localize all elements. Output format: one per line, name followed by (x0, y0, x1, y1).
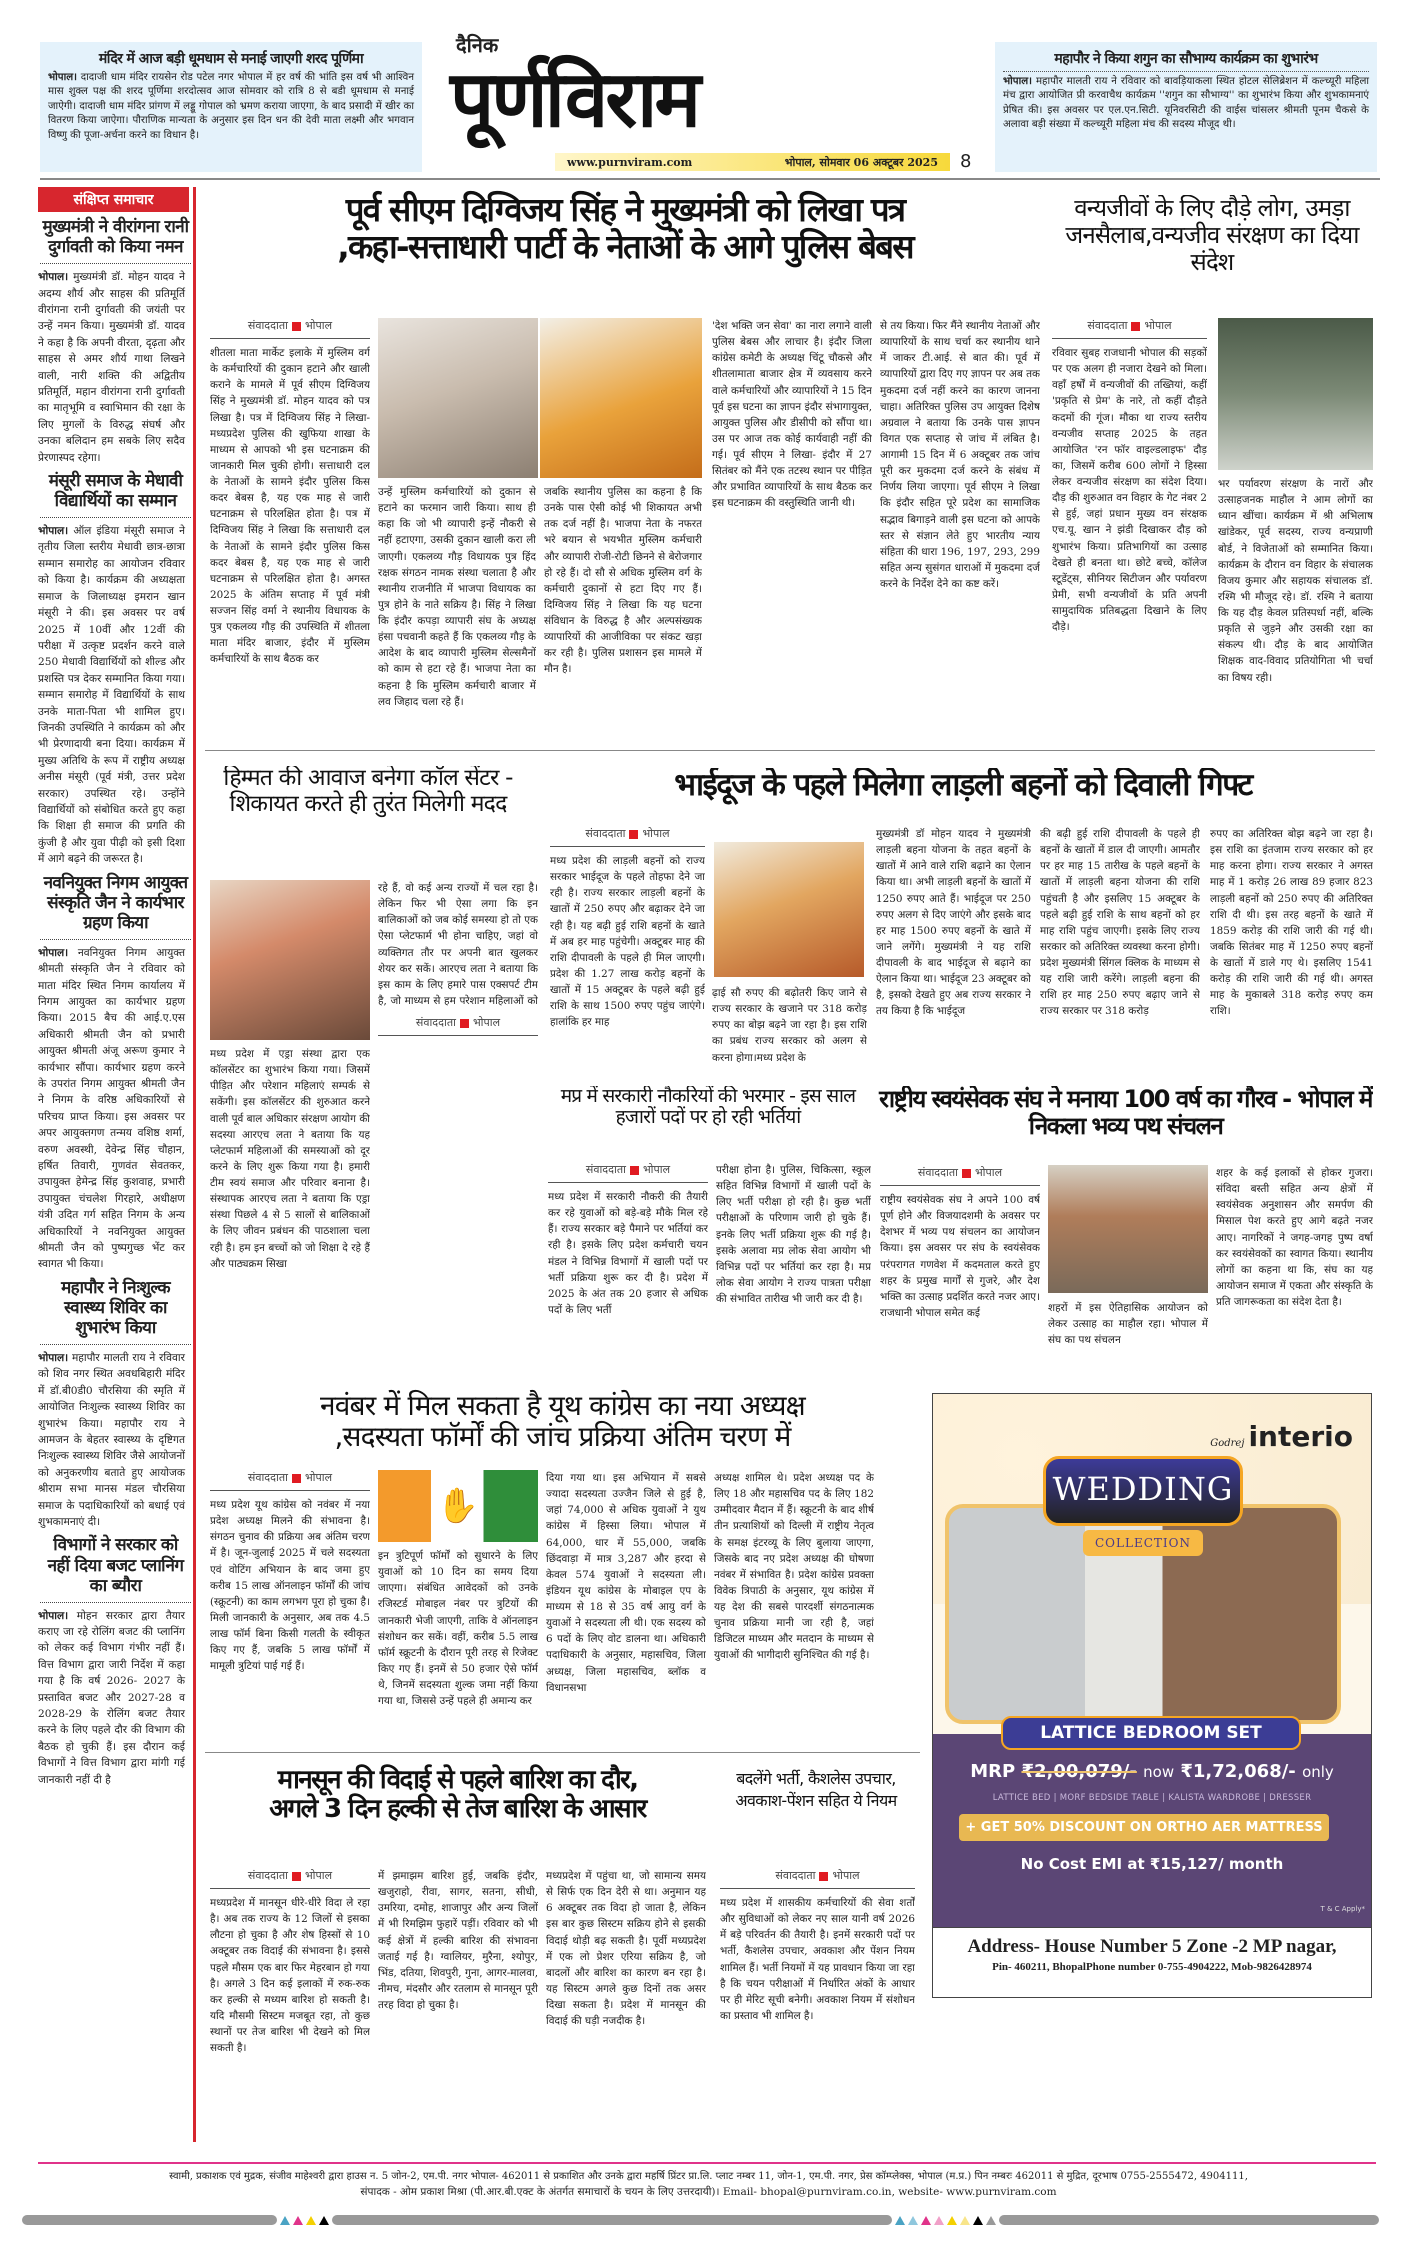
light-magenta-triangle-icon (934, 2216, 944, 2225)
masthead-title: पूर्णविराम (450, 55, 699, 145)
magenta-triangle-icon (921, 2216, 931, 2225)
light-cyan-triangle-icon (908, 2216, 918, 2225)
yellow-triangle-icon (306, 2216, 316, 2225)
monsoon-col-2: में झमाझम बारिश हुई, जबकि इंदौर, खजुराहो, रीवा, सागर, सतना, सीधी, उमरिया, दमोह, शाजापुर और अन्य जिलों में भी रिमझिम फुहारें पड़ीं। रविवार को भी कई क्षेत्रों में हल्की बारिश की संभावना जताई गई है। ग्वालियर, मुरैना, श्योपुर, भिंड, दतिया, शिवपुरी, गुना, आगर-मालवा, नीमच, मंदसौर और रतलाम से मानसून पूरी तरह विदा हो चुका है। (378, 1870, 538, 2011)
rss-col-mid: शहरों में इस ऐतिहासिक आयोजन को लेकर उत्साह का माहौल रहा। भोपाल में संघ का पथ संचलन (1048, 1302, 1208, 1347)
rss-col-2: शहर के कई इलाकों से होकर गुजरा। संविदा बस्ती सहित अन्य क्षेत्रों में स्वयंसेवक अनुशासन और समर्पण की मिसाल पेश करते हुए आगे बढ़ते नजर आए। नागरिकों ने जगह-जगह पुष्प वर्षा कर स्वयंसेवकों का स्वागत किया। स्थानीय लोगों का कहना था कि, संघ का यह आयोजन समाज में एकता और संस्कृति के प्रति जागरूकता का संदेश देता है। (1216, 1167, 1373, 1308)
youth-congress-headline (205, 1390, 920, 1453)
wildlife-headline: वन्यजीवों के लिए दौड़े लोग, उमड़ा जनसैलाब,वन्यजीव संरक्षण का दिया संदेश (1065, 195, 1359, 276)
rss-march-photo (1048, 1165, 1208, 1293)
sidebar-story (38, 873, 193, 1273)
sidebar-story-headline: महापौर ने निःशुल्क स्वास्थ्य शिविर का शुभारंभ किया (40, 1278, 191, 1345)
sidebar-story-body (38, 1608, 193, 1788)
rules-headline: बदलेंगे भर्ती, कैशलेस उपचार, अवकाश-पेंशन सहित ये नियम (735, 1769, 897, 1811)
body-text: मोहन सरकार द्वारा तैयार कराए जा रहे रोलिंग बजट की प्लानिंग को लेकर कई विभाग गंभीर नहीं हैं। वित्त विभाग द्वारा जारी निर्देश में कहा गया है कि वर्ष 2026- 2027 के प्रस्तावित बजट और 2027-28 व 2028-29 के रोलिंग बजट तैयार करने के लिए पहले दौर की विभाग की बैठक हो चुकी हैं। इस दौरान कई विभागों ने वित्त विभाग द्वारा मांगी गई जानकारी नहीं दी है (38, 1609, 185, 1786)
rss-col-text: राष्ट्रीय स्वयंसेवक संघ ने अपने 100 वर्ष पूर्ण होने और विजयादशमी के अवसर पर देशभर में भव्य पथ संचलन का आयोजन किया। इस अवसर पर संघ के स्वयंसेवक परंपरागत गणवेश में कदमताल करते हुए शहर के प्रमुख मार्गों से गुजरे, और देश भक्ति का उत्साह प्रदर्शित करते नजर आए। राजधानी भोपाल समेत कई (880, 1194, 1040, 1319)
light-yellow-triangle-icon (960, 2216, 970, 2225)
dateline: भोपाल। (38, 271, 69, 284)
byline-city: भोपाल (1144, 319, 1172, 332)
lead-col-3: जबकि स्थानीय पुलिस का कहना है कि उनके पास ऐसी कोई भी शिकायत अभी तक दर्ज नहीं है। भाजपा नेता के नफरत भरे बयान से भयभीत मुस्लिम कर्मचारी और व्यापारी रोजी-रोटी छिनने से बेरोजगार हो रहे हैं। दो सौ से अधिक मुस्लिम वर्ग के कर्मचारी दुकानों से हटा दिए गए हैं। दिग्विजय सिंह ने लिखा कि यह घटना संविधान के विरुद्ध है और अल्पसंख्यक व्यापारियों की आजीविका पर संकट खड़ा कर रही है। पुलिस प्रशासन इस मामले में मौन है। (544, 486, 702, 676)
youth-col-3: दिया गया था। इस अभियान में सबसे ज्यादा सदस्यता उज्जैन जिले से हुई है, जहां 74,000 से अधिक युवाओं ने युथ कांग्रेस में हिस्सा लिया। भोपाल में 64,000, धार में 55,000, जबकि छिंदवाड़ा में मात्र 3,287 और हरदा से केवल 574 युवाओं ने सदस्यता ली। इंडियन यूथ कांग्रेस के मोबाइल एप के माध्यम से 18 से 35 वर्ष आयु वर्ग के युवाओं ने सदस्यता ली थी। एक सदस्य को 6 पदों के लिए वोट डालना था। अधिकारी पदाधिकारी के अनुसार, महासचिव, जिला अध्यक्ष, जिला महासचिव, ब्लॉक व विधानसभा (546, 1472, 706, 1694)
ad-address-line2: Pin- 460211, BhopalPhone number 0-755-4904222, Mob-9826428974 (992, 1961, 1312, 1973)
ad-discount-banner: + GET 50% DISCOUNT ON ORTHO AER MATTRESS (959, 1814, 1329, 1841)
byline (550, 826, 705, 847)
section-divider (205, 750, 1375, 751)
ad-brand-logo (1210, 1420, 1353, 1453)
masthead-dainik: दैनिक (456, 33, 499, 57)
top-right-news-box (995, 42, 1377, 172)
byline-reporter: संवाददाता (585, 827, 626, 840)
sidebar-story (38, 1278, 193, 1531)
lead-headline (205, 192, 1045, 266)
dateline: भोपाल। (48, 72, 77, 83)
body-text: ऑल इंडिया मंसूरी समाज ने तृतीय जिला स्तरीय मेधावी छात्र-छात्रा सम्मान समारोह का आयोजन रविवार को किया है। कार्यक्रम की अध्यक्षता समाज के जिलाध्यक्ष इमरान खान मंसूरी ने की। इस अवसर पर वर्ष 2025 में 10वीं और 12वीं की परीक्षा में उत्कृष्ट प्रदर्शन करने वाले 250 मेधावी विद्यार्थियों को शील्ड और प्रशस्ति पत्र देकर सम्मानित किया गया। सम्मान समारोह में विद्यार्थियों के साथ उनके माता-पिता भी शामिल हुए। जिनकी उपस्थिति ने कार्यक्रम को और भी प्रेरणादायी बना दिया। कार्यक्रम में मुख्य अतिथि के रूप में राष्ट्रीय अध्यक्ष अनीस मंसूरी (पूर्व मंत्री, उत्तर प्रदेश सरकार) उपस्थित रहे। उन्होंने विद्यार्थियों को संबोधित करते हुए कहा कि शिक्षा ही समाज की प्रगति की कुंजी है और युवा पीढ़ी को इसी दिशा में आगे बढ़ने की जरूरत है। (38, 525, 185, 866)
red-square-icon (630, 1166, 639, 1175)
bhaiduj-col-2: ढ़ाई सौ रुपए की बढ़ोतरी किए जाने से राज्य सरकार के खजाने पर 318 करोड़ रुपए का बोझ बढ़ने जा रहा है। इस राशि का प्रबंध राज्य सरकार को अलग से करना होगा।मध्य प्रदेश के (712, 987, 867, 1064)
magenta-triangle-icon (293, 2216, 303, 2225)
ad-items-list: LATTICE BED | MORF BEDSIDE TABLE | KALISTA WARDROBE | DRESSER (992, 1793, 1312, 1803)
bhaiduj-col-4: की बढ़ी हुई राशि दीपावली के पहले ही बहनों के खातों में डाल दी जाएगी। आमतौर पर हर माह 15 तारीख के पहले बहनों के खातों में लाड़ली बहना योजना की राशि पहुंचती है और इसलिए 15 अक्टूबर के पहले बढ़ी हुई राशि के साथ बहनों को हर माह राशि पहुंच जाएगी। इसके लिए राज्य सरकार को अतिरिक्त व्यवस्था करना होगी। प्रदेश मुख्यमंत्री सिंगल क्लिक के माध्यम से यह राशि जारी करेंगे। लाड़ली बहना की राशि हर माह 250 रुपए बढ़ाए जाने से राज्य सरकार पर 318 करोड़ (1040, 828, 1200, 1018)
youth-col-2: इन त्रुटिपूर्ण फॉर्मों को सुधारने के लिए युवाओं को 10 दिन का समय दिया जाएगा। संबंधित आवेदकों को उनके रजिस्टर्ड मोबाइल नंबर पर त्रुटियों की जानकारी भेजी जाएगी, ताकि वे ऑनलाइन संशोधन कर सकें। वहीं, करीब 5.5 लाख फॉर्म स्क्रूटनी के दौरान पूरी तरह से रिजेक्ट किए गए हैं। इनमें से 50 हजार ऐसे फॉर्म थे, जिनमें सदस्यता शुल्क जमा नहीं किया गया था, जिससे उन्हें पहले ही अमान्य कर (378, 1550, 538, 1708)
dateline: भोपाल। (38, 525, 69, 538)
jobs-col-1 (548, 1162, 708, 1365)
red-square-icon (1131, 322, 1140, 331)
body-text: मुख्यमंत्री डॉ. मोहन यादव ने अदम्य शौर्य और साहस की प्रतिमूर्ति वीरांगना रानी दुर्गावती की जयंती पर उन्हें नमन किया। मुख्यमंत्री डॉ. यादव ने कहा है कि अपनी वीरता, दृढ़ता और साहस से अमर शौर्य गाथा लिखने वाली, नारी शक्ति की अद्वितीय प्रतिमूर्ति, महान वीरांगना रानी दुर्गावती का मातृभूमि व स्वाभिमान की रक्षा के लिए मुगलों के विरुद्ध संघर्ष और उनका बलिदान हम सबके लिए सदैव प्रेरणास्पद रहेगा। (38, 271, 185, 464)
byline (720, 1868, 915, 1889)
sidebar-story-body (38, 1350, 193, 1530)
byline-reporter: संवाददाता (585, 1163, 626, 1176)
imprint-footer (36, 2170, 1381, 2200)
lead-headline-line1: पूर्व सीएम दिग्विजय सिंह ने मुख्यमंत्री को लिखा पत्र (345, 190, 905, 229)
byline-reporter: संवाददाता (775, 1869, 816, 1882)
byline (210, 1470, 370, 1491)
ad-terms: T & C Apply* (1320, 1905, 1365, 1913)
call-center-photo (210, 880, 370, 1040)
byline-city: भोपाल (974, 1166, 1003, 1179)
byline (880, 1165, 1040, 1186)
top-left-body (48, 71, 414, 143)
dateline: भोपाल। (38, 1352, 69, 1364)
monsoon-col-text: मध्यप्रदेश में मानसून धीरे-धीरे विदा ले रहा है। अब तक राज्य के 12 जिलों से इसका लौटना हो चुका है और शेष हिस्सों से 10 अक्टूबर तक विदाई की संभावना है। इससे पहले मौसम एक बार फिर मेहरबान हो गया है। अगले 3 दिन कई इलाकों में रुक-रुक कर हल्की से मध्यम बारिश हो सकती है। यदि मौसमी सिस्टम मजबूत रहा, तो कुछ स्थानों पर तेज बारिश भी देखने को मिल सकती है। (210, 1897, 370, 2055)
byline (1052, 318, 1207, 339)
red-square-icon (460, 1019, 469, 1028)
gray-triangle-icon (986, 2216, 996, 2225)
sidebar-story-headline: नवनियुक्त निगम आयुक्त संस्कृति जैन ने कार्यभार ग्रहण किया (40, 873, 191, 940)
brand-name: interio (1248, 1420, 1353, 1453)
ad-price-line (933, 1760, 1371, 1784)
byline-city: भोपाल (472, 1016, 501, 1029)
lead-col-text: शीतला माता मार्केट इलाके में मुस्लिम वर्ग के कर्मचारियों की दुकान हटाने और खाली कराने के मामले में पूर्व सीएम दिग्विजय सिंह ने मुख्यमंत्री डॉ. मोहन यादव को पत्र लिखा है। पत्र में दिग्विजय सिंह ने लिखा- मध्यप्रदेश पुलिस की खुफिया शाखा के माध्यम से आपको भी इस घटनाक्रम की जानकारी मिल चुकी होगी। सत्ताधारी दल के नेताओं के सामने इंदौर पुलिस किस कदर बेबस है, यह एक माह से जारी घटनाक्रम से परिलक्षित होता है। पत्र में दिग्विजय सिंह ने लिखा कि सत्ताधारी दल के नेताओं के सामने इंदौर पुलिस किस कदर बेबस है, यह एक माह से जारी घटनाक्रम से परिलक्षित होता है। अगस्त 2025 के अंतिम सप्ताह में पूर्व मंत्री सज्जन सिंह वर्मा ने स्थानीय विधायक के पुत्र एकलव्य गौड़ की उपस्थिति में शीतला माता मंदिर बाजार, इंदौर में मुस्लिम कर्मचारियों के साथ बैठक कर (210, 347, 370, 666)
sidebar-story-body (38, 269, 193, 466)
byline (210, 1868, 370, 1889)
brand-prefix: Godrej (1210, 1438, 1245, 1449)
dateline: भोपाल। (38, 1609, 69, 1622)
masthead (440, 35, 980, 175)
byline-reporter: संवाददाता (415, 1016, 456, 1029)
bhaiduj-headline: भाईदूज के पहले मिलेगा लाड़ली बहनों को दिवाली गिफ्ट (674, 768, 1252, 803)
now-label: now (1143, 1763, 1175, 1781)
lead-col-1 (210, 318, 370, 745)
byline-city: भोपाल (832, 1869, 860, 1882)
byline-city: भोपाल (304, 1869, 333, 1882)
bhaiduj-col-text: मध्य प्रदेश की लाड़ली बहनों को राज्य सरकार भाईदूज के पहले तोहफा देने जा रही है। राज्य सरकार लाड़ली बहनों के खातों में 250 रुपए और बढ़ाकर देने जा रही है। यह बढ़ी हुई राशि बहनों के खाते में अब हर माह पहुंचेगी। अक्टूबर माह की राशि दीपावली के पहले ही मिल जाएगी। प्रदेश की 1.27 लाख करोड़ बहनों के खातों में 15 अक्टूबर के पहले बढ़ी हुई राशि के साथ 1500 रुपए पहुंच जाएंगे। हालांकि हर माह (550, 855, 705, 1029)
youth-congress-headline-line1: नवंबर में मिल सकता है यूथ कांग्रेस का नया अध्यक्ष (320, 1389, 805, 1422)
monsoon-headline-line1: मानसून की विदाई से पहले बारिश का दौर, (277, 1765, 638, 1795)
byline (548, 1162, 708, 1183)
ladli-behna-photo (714, 842, 864, 977)
byline (378, 1015, 538, 1036)
masthead-divider (40, 178, 1380, 180)
sidebar-story-headline: मंसूरी समाज के मेधावी विद्यार्थियों का सम्मान (40, 471, 191, 518)
top-right-headline: महापौर ने किया शगुन का सौभाग्य कार्यक्रम का शुभारंभ (1003, 49, 1369, 72)
dateline: भोपाल, सोमवार 06 अक्टूबर 2025 (784, 155, 938, 169)
wildlife-col-1 (1052, 318, 1207, 735)
sidebar-story-body (38, 945, 193, 1273)
registration-pill (332, 2215, 892, 2225)
byline (210, 318, 370, 339)
call-center-col-2 (378, 880, 538, 1042)
bhaiduj-col-3: मुख्यमंत्री डॉ मोहन यादव ने मुख्यमंत्री लाड़ली बहना योजना के तहत बहनों के खातों में आने वाले राशि बढ़ाने का ऐलान किया था। अभी लाड़ली बहनों के खातों में 1250 रुपए आते हैं। भाईदूज पर 250 रुपए अलग से दिए जाएंगे और इसके बाद हर माह 1500 रुपए बहनों के खाते में जाने लगेंगे। मुख्यमंत्री ने यह राशि दीपावली के बाद भाईदूज से बढ़ाने का ऐलान किया था। भाईदूज 23 अक्टूबर को है, इसको देखते हुए अब राज्य सरकार ने तय किया है कि भाईदूज (876, 828, 1031, 1018)
only-label: only (1302, 1763, 1334, 1781)
red-square-icon (292, 1474, 301, 1483)
top-right-body (1003, 75, 1369, 133)
rss-col-1 (880, 1165, 1040, 1366)
red-square-icon (962, 1169, 971, 1178)
lead-headline-line2: ,कहा-सत्ताधारी पार्टी के नेताओं के आगे पुलिस बेबस (337, 226, 913, 266)
rss-headline: राष्ट्रीय स्वयंसेवक संघ ने मनाया 100 वर्ष का गौरव - भोपाल में निकला भव्य पथ संचलन (879, 1086, 1372, 1140)
registration-pill (999, 2215, 1379, 2225)
sidebar-story-body (38, 523, 193, 868)
wildlife-run-photo (1218, 318, 1373, 470)
monsoon-headline (205, 1766, 710, 1824)
red-square-icon (819, 1872, 828, 1881)
sidebar-story (38, 1535, 193, 1788)
dateline: भोपाल। (38, 946, 69, 959)
red-square-icon (292, 1872, 301, 1881)
call-center-headline: हिम्मत की आवाज बनेगा कॉल सेंटर - शिकायत करते ही तुरंत मिलेगी मदद (223, 766, 513, 817)
imprint-line1: स्वामी, प्रकाशक एवं मुद्रक, संजीव माहेश्वरी द्वारा हाउस न. 5 जोन-2, एम.पी. नगर भोपाल- 462011 से प्रकाशित और उनके द्वारा महर्षि प्रिंटर प्रा.लि. प्लाट नम्बर 11, जोन-1, एम.पी. नगर, प्रेस कॉम्प्लेक्स, भोपाल (म.प्र.) पिन नम्बरः 462011 से मुद्रित, दूरभाष 0755-2555472, 4904111, (169, 2171, 1248, 2182)
congress-logo (378, 1470, 538, 1542)
top-left-news-box (40, 42, 422, 172)
ad-address-line1: Address- House Number 5 Zone -2 MP nagar, (967, 1936, 1337, 1957)
sidebar-story (38, 471, 193, 868)
ad-emi-text: No Cost EMI at ₹15,127/ month (1020, 1855, 1284, 1873)
call-center-col-1 (210, 1046, 370, 1352)
footer-divider (38, 2162, 1376, 2164)
godrej-interio-advertisement[interactable] (932, 1393, 1372, 1928)
monsoon-col-1 (210, 1868, 370, 2139)
dateline: भोपाल। (1003, 76, 1032, 87)
cyan-triangle-icon (895, 2216, 905, 2225)
lead-col-2: उन्हें मुस्लिम कर्मचारियों को दुकान से हटाने का फरमान जारी किया। साथ ही कहा कि जो भी व्यापारी इन्हें नौकरी से नहीं हटाएगा, उसकी दुकान खाली करा ली जाएगी। एकलव्य गौड़ विधायक पुत्र हिंद रक्षक संगठन नामक संस्था चलाता है और स्थानीय राजनीति में भाजपा विधायक का पुत्र होने के नाते सक्रिय है। सिंह ने लिखा कि इंदौर कपड़ा व्यापारी संघ के अध्यक्ष हंसा पचवानी कहते हैं कि एकलव्य गौड़ के आदेश के बाद व्यापारी मुस्लिम सेल्समैनों को काम से हटा रहे हैं। भाजपा नेता का कहना है कि मुस्लिम कर्मचारी बाजार में लव जिहाद चला रहे हैं। (378, 486, 536, 708)
yellow-triangle-icon (947, 2216, 957, 2225)
imprint-line2: संपादक - ओम प्रकाश मिश्रा (पी.आर.बी.एक्ट के अंतर्गत समाचारों के चयन के लिए उत्तरदायी)। Email- bhopal@purnviram.co.in, website- www.purnviram.com (360, 2185, 1057, 2198)
jobs-col-text: मध्य प्रदेश में सरकारी नौकरी की तैयारी कर रहे युवाओं को बड़े-बड़े मौके मिल रहे हैं। राज्य सरकार बड़े पैमाने पर भर्तियां कर रही है। इसके लिए प्रदेश कर्मचारी चयन मंडल ने विभिन्न विभागों में खाली पदों पर भर्ती प्रक्रिया शुरू कर दी है। प्रदेश में 2025 के अंत तक 20 हजार से अधिक पदों के लिए भर्ती (548, 1191, 708, 1316)
black-triangle-icon (973, 2216, 983, 2225)
body-text: महापौर मालती राय ने रविवार को बावड़ियाकला स्थित होटल सेलिब्रेशन में कल्च्यूरी महिला मंच द्वारा आयोजित प्री करवाचैथ कार्यक्रम ''शगुन का सौभाग्य'' का शुभारंभ किया और शुभकामनाएं प्रेषित की। इस अवसर पर एल.एन.सिटी. यूनिवरसिटी की वाईस चांसलर श्रीमती पूनम चैकसे के अलावा बड़ी संख्या में कल्च्यूरी महिला मंच की सदस्य मौजूद थी। (1003, 76, 1369, 131)
byline-city: भोपाल (642, 1163, 671, 1176)
bhaiduj-col-1 (550, 826, 705, 1063)
mrp-old-price: ₹2,00,079/- (1021, 1761, 1137, 1782)
wildlife-col-2: भर पर्यावरण संरक्षण के नारों और उत्साहजनक माहौल ने आम लोगों का ध्यान खींचा। कार्यक्रम में श्री अभिलाष खांडेकर, पूर्व सदस्य, राज्य वन्यप्राणी बोर्ड, ने विजेताओं को सम्मानित किया। कार्यक्रम के दौरान वन विहार के संचालक विजय कुमार और सहायक संचालक डॉ. रश्मि भी मौजूद रहे। डॉ. रश्मि ने बताया कि यह दौड़ केवल प्रतिस्पर्धा नहीं, बल्कि प्रकृति से जुड़ने और उसकी रक्षा का संकल्प थी। दौड़ के बाद आयोजित शिक्षक वाद-विवाद प्रतियोगिता भी चर्चा का विषय रही। (1218, 478, 1373, 684)
section-divider (205, 1752, 920, 1753)
bhaiduj-col-5: रुपए का अतिरिक्त बोझ बढ़ने जा रहा है। इस राशि का इंतजाम राज्य सरकार को हर माह करना होगा। राज्य सरकार ने अगस्त माह में 1 करोड़ 26 लाख 89 हजार 823 लाड़ली बहनों को 250 रुपए की अतिरिक्त राशि दी थी। इस तरह बहनों के खाते में 1859 करोड़ की राशि जारी की गई थी। जबकि सितंबर माह में 1250 रुपए बहनों के खातों में डाले गए थे। इसलिए 1541 करोड़ की राशि जारी की गई थी। अगस्त माह के मुकाबले 318 करोड़ रुपए कम राशि। (1210, 828, 1373, 1018)
red-square-icon (292, 322, 301, 331)
wildlife-col-text: रविवार सुबह राजधानी भोपाल की सड़कों पर एक अलग ही नजारा देखने को मिला। वहाँ हर्षों में वन्यजीवों की तख्तियां, कहीं 'प्रकृति से प्रेम' के नारे, तो कहीं दौड़ते कदमों की गूंज। मौका था राज्य स्तरीय वन्यजीव सप्ताह 2025 के तहत आयोजित 'रन फॉर वाइल्डलाइफ' दौड़ का, जिसमें करीब 600 लोगों ने हिस्सा लेकर वन्यजीव संरक्षण का संदेश दिया। दौड़ की शुरुआत वन विहार के गेट नंबर 2 से हुई, जहां प्रधान मुख्य वन संरक्षक एच.यू. खान ने झंडी दिखाकर दौड़ को शुभारंभ किया। प्रतिभागियों का उत्साह देखते ही बनता था। छोटे बच्चे, कॉलेज स्टूडेंट्स, सीनियर सिटीजन और पर्यावरण प्रेमी, सभी वन्यजीवों के प्रति अपनी सामुदायिक प्रतिबद्धता दिखाने के लिए दौड़े। (1052, 347, 1207, 634)
byline-reporter: संवाददाता (247, 1869, 288, 1882)
sidebar-tag: संक्षिप्त समाचार (38, 187, 189, 212)
website-link[interactable]: www.purnviram.com (567, 155, 693, 169)
lead-col-5: से तय किया। फिर मैंने स्थानीय नेताओं और व्यापारियों के साथ चर्चा कर स्थानीय थाने में जाकर टी.आई. से बात की। पूर्व में व्यापारियों द्वारा दिए गए ज्ञापन पर अब तक मुकदमा दर्ज नहीं करने का कारण जानना चाहा। अतिरिक्त पुलिस उप आयुक्त दिशेष अग्रवाल ने बताया कि उनके पास ज्ञापन विगत एक सप्ताह से जांच में लंबित है। आगामी 15 दिन में 6 अक्टूबर तक जांच पूरी कर मुकदमा दर्ज करने के संबंध में निर्णय लिया जाएगा। पूर्व सीएम ने लिखा कि इंदौर सहित पूरे प्रदेश का सामाजिक सद्भाव बिगाड़ने वाली इस घटना को आपके स्तर से संज्ञान लेते हुए भारतीय न्याय संहिता की धारा 196, 197, 293, 299 सहित अन्य सुसंगत धाराओं में मुकदमा दर्ज करने के निर्देश देने का कष्ट करें। (880, 320, 1040, 590)
jobs-headline: मप्र में सरकारी नौकरियों की भरमार - इस साल हजारों पदों पर हो रही भर्तियां (560, 1086, 856, 1129)
jobs-col-2: परीक्षा होना है। पुलिस, चिकित्सा, स्कूल सहित विभिन्न विभागों में खाली पदों के लिए भर्ती परीक्षा हो रही है। कुछ भर्ती परीक्षाओं के परिणाम जारी हो चुके हैं। इनके लिए भर्ती प्रक्रिया शुरू की गई है। इसके अलावा मप्र लोक सेवा आयोग भी विभिन्न पदों पर भर्तियां कर रहा है। मप्र लोक सेवा आयोग ने राज्य पात्रता परीक्षा की संभावित तारीख भी जारी कर दी है। (716, 1164, 871, 1305)
sidebar-story-headline: मुख्यमंत्री ने वीरांगना रानी दुर्गावती को किया नमन (40, 217, 191, 264)
sidebar-brief-news (38, 187, 196, 2142)
body-text: दादाजी धाम मंदिर रायसेन रोड पटेल नगर भोपाल में हर वर्ष की भांति इस वर्ष भी आश्विन मास शुक्ल पक्ष की शरद पूर्णिमा शरदोत्सव आज सोमवार को रात्रि 8 से बडी धूमधाम से मनाई जाऐगी। दादाजी धाम मंदिर प्रांगण में लड्डू गोपाल को भ्रमण कराया जाएगा, के बाद प्रसादी में खीर का वितरण किया जाऐगा। पौराणिक मान्यता के अनुसार इस दिन धन की देवी माता लक्ष्मी और भगवान विष्णु की पूजा-अर्चना करने का विधान है। (48, 72, 414, 141)
registration-pill (22, 2215, 277, 2225)
byline-reporter: संवाददाता (917, 1166, 958, 1179)
byline-city: भोपाल (304, 319, 333, 332)
page-number: 8 (960, 151, 972, 172)
lead-col-4: 'देश भक्ति जन सेवा' का नारा लगाने वाली पुलिस बेबस और लाचार है। इंदौर जिला कांग्रेस कमेटी के अध्यक्ष चिंटू चौकसे और शीतलामाता बाजार क्षेत्र में व्यवसाय करने वाले कर्मचारियों और व्यापारियों ने 15 दिन पूर्व इस घटना का ज्ञापन इंदौर संभागायुक्त, आयुक्त पुलिस और डीसीपी को सौंपा था। उस पर आज तक कोई कार्यवाही नहीं की गई। पूर्व सीएम ने लिखा- इंदौर में 27 सितंबर को मैंने एक तटस्थ स्थान पर पीड़ित और प्रभावित व्यापारियों के साथ बैठक कर इस घटनाक्रम की वस्तुस्थिति जानी थी। (712, 320, 872, 510)
body-text: नवनियुक्त निगम आयुक्त श्रीमती संस्कृति जैन ने रविवार को माता मंदिर स्थित निगम कार्यालय में निगम आयुक्त का कार्यभार ग्रहण किया। 2015 बैच की आई.ए.एस अधिकारी श्रीमती जैन को प्रभारी आयुक्त श्रीमती अंजू अरूण कुमार ने कार्यभार सौंपा। कार्यभार ग्रहण करने के उपरांत निगम आयुक्त श्रीमती जैन ने निगम के वरिष्ठ अधिकारियों से परिचय प्राप्त किया। इस अवसर पर अपर आयुक्तगण तन्मय वशिष्ठ शर्मा, वरुण अवस्थी, देवेन्द्र सिंह चौहान, हर्षित तिवारी, गुणवंत सेवतकर, उपायुक्त हेमेन्द्र सिंह कुशवाह, प्रभारी उपायुक्त चंचलेश गिरहारे, अधीक्षण यंत्री उदित गर्ग सहित निगम के अन्य अधिकारियों ने नवनियुक्त आयुक्त श्रीमती जैन को पुष्पगुच्छ भेंट कर स्वागत भी किया। (38, 946, 185, 1271)
black-triangle-icon (319, 2216, 329, 2225)
youth-col-1 (210, 1470, 370, 1747)
monsoon-headline-line2: अगले 3 दिन हल्की से तेज बारिश के आसार (269, 1794, 646, 1825)
mohan-yadav-photo (540, 318, 702, 478)
ad-product-name: LATTICE BEDROOM SET (1001, 1716, 1301, 1750)
new-price: ₹1,72,068/- (1180, 1761, 1296, 1782)
monsoon-col-3: मध्यप्रदेश में पहुंचा था, जो सामान्य समय से सिर्फ एक दिन देरी से था। अनुमान यह 6 अक्टूबर तक विदा हो जाता है, लेकिन इस बार कुछ सिस्टम सक्रिय होने से इसकी विदाई थोड़ी बढ़ सकती है। पूर्वी मध्यप्रदेश में एक लो प्रेशर एरिया सक्रिय है, जो बादलों और बारिश का कारण बन रहा है। यह सिस्टम अगले कुछ दिनों तक असर दिखा सकता है। प्रदेश में मानसून की विदाई की घड़ी नजदीक है। (546, 1870, 706, 2028)
ad-collection-label: COLLECTION (1083, 1530, 1203, 1556)
red-square-icon (629, 830, 638, 839)
byline-city: भोपाल (304, 1471, 333, 1484)
byline-reporter: संवाददाता (1087, 319, 1128, 332)
masthead-bar (555, 153, 950, 171)
youth-col-text: मध्य प्रदेश यूथ कांग्रेस को नवंबर में नया प्रदेश अध्यक्ष मिलने की संभावना है। संगठन चुनाव की प्रक्रिया अब अंतिम चरण में है। जून-जुलाई 2025 में चले सदस्यता एवं वोटिंग अभियान के बाद जमा हुए करीब 15 लाख ऑनलाइन फॉर्मों की जांच (स्क्रूटनी) का काम लगभग पूरा हो चुका है। मिली जानकारी के अनुसार, अब तक 4.5 लाख फॉर्म बिना किसी गलती के स्वीकृत किए गए हैं, जबकि 5 लाख फॉर्मों में मामूली त्रुटियां पाई गई हैं। (210, 1499, 370, 1673)
sidebar-story (38, 217, 193, 466)
call-center-col-text: मध्य प्रदेश में एड्रा संस्था द्वारा एक कॉलसेंटर का शुभारंभ किया गया। जिसमें पीड़ित और परेशान महिलाएं सम्पर्क से सकेंगी। इस कॉलसेंटर की शुरुआत करने वाली पूर्व बाल अधिकार संरक्षण आयोग की सदस्या आरएच लता ने बताया कि यह प्लेटफार्म महिलाओं की समस्याओं को दूर करने के लिए शुरू किया गया है। हमारी टीम स्वयं समाज और परिवार बनाना है। संस्थापक आरएच लता ने बताया कि एड्रा संस्था पिछले 4 से 5 सालों से बालिकाओं के लिए जीवन प्रबंधन की पाठशाला चला रही है। हम इन बच्चों को जो शिक्षा दे रहे हैं और पाठ्यक्रम सिखा (210, 1048, 370, 1270)
ad-wedding-badge: WEDDING (1043, 1456, 1243, 1526)
byline-reporter: संवाददाता (247, 1471, 288, 1484)
byline-reporter: संवाददाता (247, 319, 288, 332)
top-left-headline: मंदिर में आज बड़ी धूमधाम से मनाई जाएगी शरद पूर्णिमा (98, 51, 364, 67)
sidebar-story-headline: विभागों ने सरकार को नहीं दिया बजट प्लानिंग का ब्यौरा (40, 1535, 191, 1602)
body-text: महापौर मालती राय ने रविवार को शिव नगर स्थित अवधबिहारी मंदिर में डॉ.बी0डी0 चौरसिया की स्मृति में आयोजित निःशुल्क स्वास्थ्य शिविर का शुभारंभ किया। महापौर राय ने आमजन के बेहतर स्वास्थ्य के दृष्टिगत निःशुल्क स्वास्थ्य शिविर जैसे आयोजनों को अनुकरणीय बताते हुए आयोजक श्रीराम सभा मानस मंडल चौरसिया समाज के पदाधिकारियों को बधाई एवं शुभकामनाएं दी। (38, 1352, 185, 1529)
byline-city: भोपाल (642, 827, 670, 840)
rules-col-text: मध्य प्रदेश में शासकीय कर्मचारियों की सेवा शर्तों और सुविधाओं को लेकर नए साल यानी वर्ष 2026 में बड़े परिवर्तन की तैयारी है। इनमें सरकारी पदों पर भर्ती, कैशलेस उपचार, अवकाश और पेंशन नियम शामिल हैं। भर्ती नियमों में यह प्रावधान किया जा रहा है कि चयन परीक्षाओं में निर्धारित अंकों के आधार पर ही मेरिट सूची बनेगी। अवकाश नियम में संशोधन का प्रस्ताव भी शामिल है। (720, 1897, 915, 2022)
mrp-label: MRP (970, 1761, 1016, 1782)
ad-address-box (932, 1928, 1372, 1998)
digvijay-singh-photo (378, 318, 538, 478)
youth-col-4: अध्यक्ष शामिल थे। प्रदेश अध्यक्ष पद के लिए 18 और महासचिव पद के लिए 182 उम्मीदवार मैदान में हैं। स्क्रूटनी के बाद शीर्ष तीन प्रत्याशियों को दिल्ली में राष्ट्रीय नेतृत्व के समक्ष इंटरव्यू के लिए बुलाया जाएगा, जिसके बाद नए प्रदेश अध्यक्ष की घोषणा नवंबर में संभावित है। प्रदेश कांग्रेस प्रवक्ता विवेक त्रिपाठी के अनुसार, यूथ कांग्रेस में यह देश की सबसे पारदर्शी संगठनात्मक चुनाव प्रक्रिया मानी जा रही है, जहां डिजिटल माध्यम और मतदान के माध्यम से युवाओं की भागीदारी सुनिश्चित की गई है। (714, 1472, 874, 1662)
hand-icon: ✋ (436, 1486, 480, 1526)
cyan-triangle-icon (280, 2216, 290, 2225)
call-center-col-text: रहे हैं, वो कई अन्य राज्यों में चल रहा है। लेकिन फिर भी ऐसा लगा कि इन बालिकाओं को जब कोई समस्या हो तो एक ऐसा प्लेटफार्म भी होना चाहिए, जहां वो व्यक्तिगत तौर पर अपनी बात खुलकर शेयर कर सकें। आरएच लता ने बताया कि इस काम के लिए हमारे पास एक्सपर्ट टीम है, जो माध्यम से हम परेशान महिलाओं को (378, 882, 538, 1007)
print-registration-bar (22, 2214, 1402, 2226)
rules-col-1 (720, 1868, 915, 2139)
youth-congress-headline-line2: ,सदस्यता फॉर्मों की जांच प्रक्रिया अंतिम चरण में (334, 1420, 791, 1454)
